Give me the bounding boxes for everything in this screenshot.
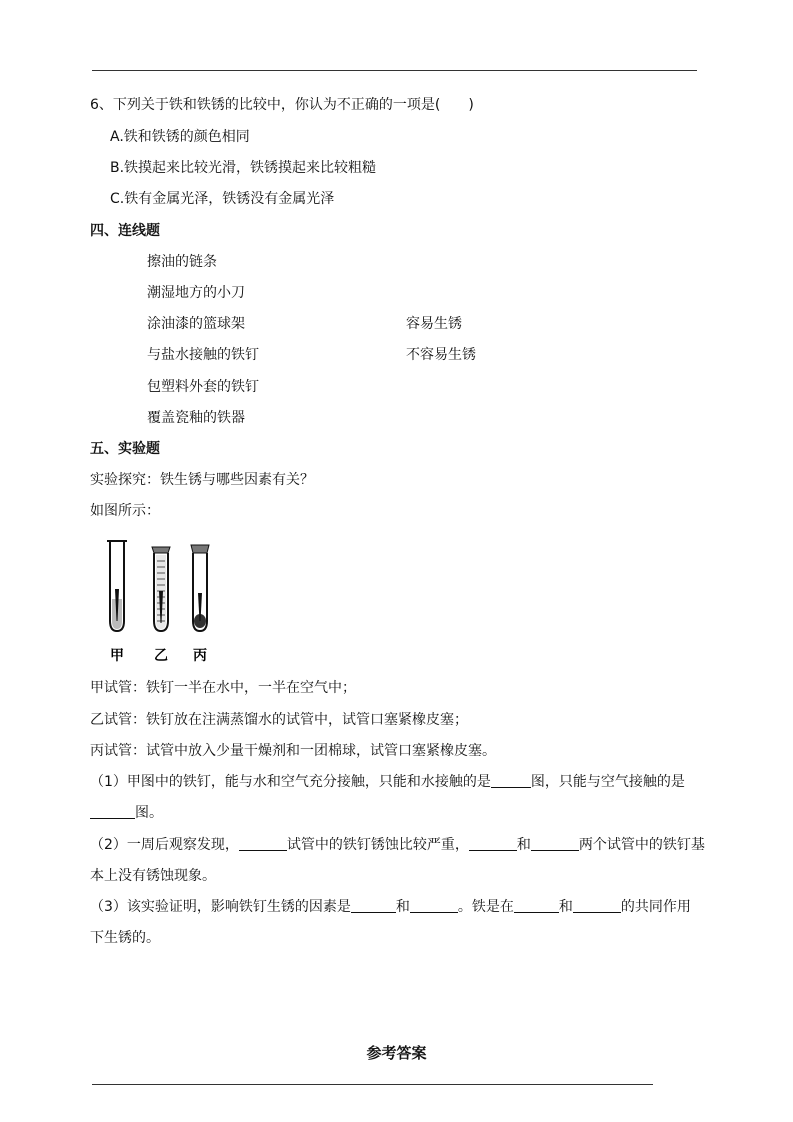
answer-blank[interactable] [410,898,458,913]
figure-caption: 如图所示： [90,503,160,519]
answer-blank[interactable] [351,898,396,913]
tube-yi-desc: 乙试管：铁钉放在注满蒸馏水的试管中，试管口塞紧橡皮塞； [90,712,468,728]
section-4-heading: 四、连线题 [90,223,160,239]
test-tube-yi [152,547,170,631]
sub-question-2-cont: 本上没有锈蚀现象。 [90,868,216,884]
answer-blank[interactable] [514,898,559,913]
tube-label: 乙 [154,648,168,664]
option-b: B.铁摸起来比较光滑，铁锈摸起来比较粗糙 [110,160,377,176]
option-c: C.铁有金属光泽，铁锈没有金属光泽 [110,191,335,207]
answer-blank[interactable] [573,898,621,913]
test-tube-figure [100,537,230,665]
match-left-item: 包塑料外套的铁钉 [147,379,259,395]
answer-blank[interactable] [531,836,579,851]
experiment-intro: 实验探究：铁生锈与哪些因素有关？ [90,472,314,488]
sub-question-2: （2）一周后观察发现， 试管中的铁钉锈蚀比较严重， 和 两个试管中的铁钉基 [90,837,705,853]
answer-blank[interactable] [90,804,135,819]
tube-label: 甲 [110,648,124,664]
sub-question-1: （1）甲图中的铁钉，能与水和空气充分接触，只能和水接触的是 图，只能与空气接触的是 [90,774,685,790]
match-left-item: 覆盖瓷釉的铁器 [147,410,245,426]
header-rule [92,70,697,71]
tube-jia-desc: 甲试管：铁钉一半在水中，一半在空气中； [90,680,356,696]
match-right-item: 不容易生锈 [406,347,476,363]
answer-blank[interactable] [239,836,287,851]
match-left-item: 涂油漆的篮球架 [147,316,245,332]
tube-bing-desc: 丙试管：试管中放入少量干燥剂和一团棉球，试管口塞紧橡皮塞。 [90,743,496,759]
test-tube-bing [191,545,209,631]
sub-question-3: （3）该实验证明，影响铁钉生锈的因素是 和 。铁是在 和 的共同作用 [90,899,691,915]
footer-rule [92,1084,653,1085]
sub-question-1-cont: 图。 [90,803,163,823]
test-tube-jia [107,541,127,631]
question-6: 6、下列关于铁和铁锈的比较中，你认为不正确的一项是( ) [90,97,474,113]
section-5-heading: 五、实验题 [90,441,160,457]
answer-blank[interactable] [469,836,517,851]
match-left-item: 擦油的链条 [147,254,217,270]
match-left-item: 潮湿地方的小刀 [147,285,245,301]
answer-blank[interactable] [491,773,531,788]
match-left-item: 与盐水接触的铁钉 [147,347,259,363]
tube-label: 丙 [193,648,207,664]
match-right-item: 容易生锈 [406,316,462,332]
option-a: A.铁和铁锈的颜色相同 [110,129,250,145]
answer-key-title: 参考答案 [366,1044,427,1062]
sub-question-3-cont: 下生锈的。 [90,930,160,946]
